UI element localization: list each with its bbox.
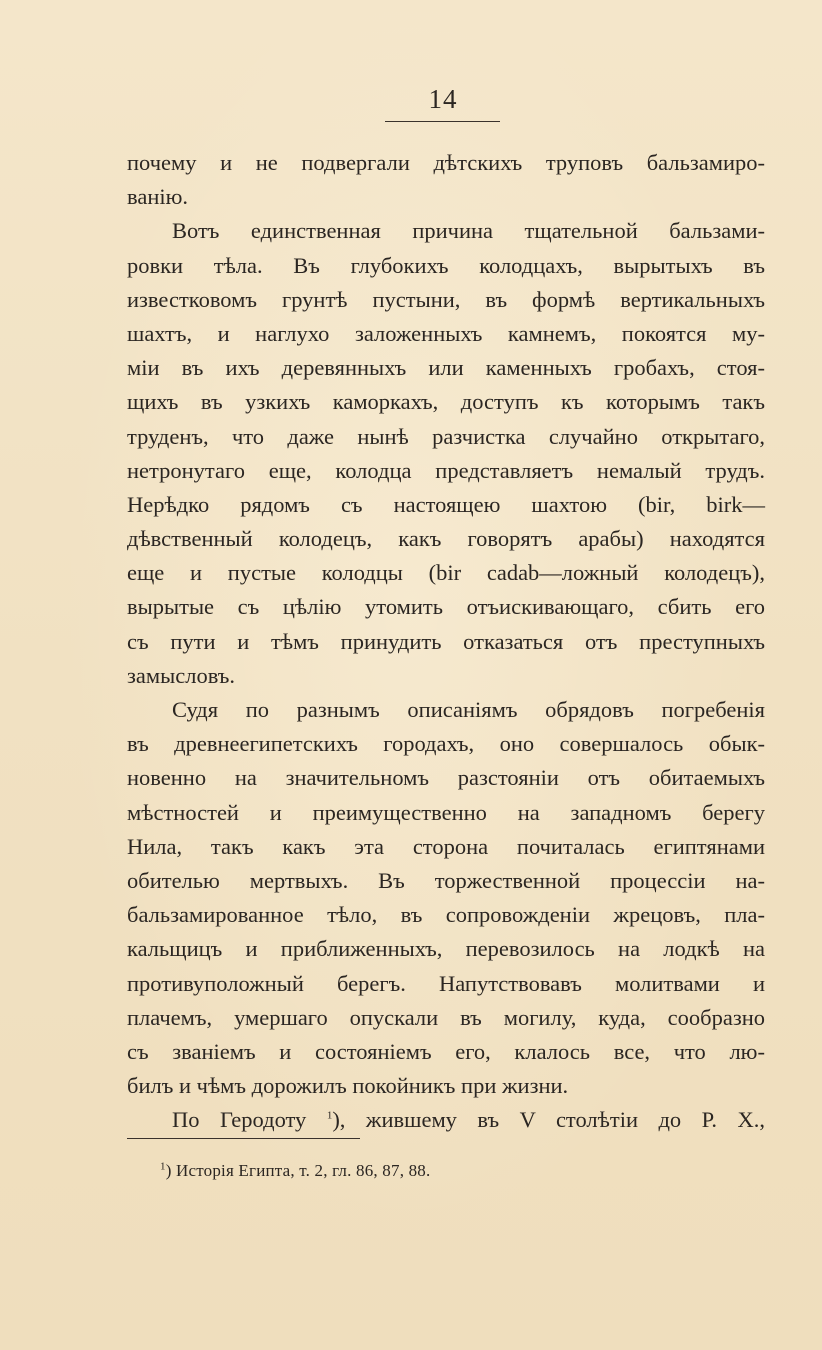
- text-line: кальщицъ и приближенныхъ, перевозилось на лодкѣ на: [127, 936, 765, 962]
- text-line: новенно на значительномъ разстояніи отъ обитаемыхъ: [127, 765, 765, 791]
- text-line: ровки тѣла. Въ глубокихъ колодцахъ, вырытыхъ въ: [127, 252, 765, 278]
- footnote-reference[interactable]: 1: [326, 1109, 333, 1122]
- text-line: ванію.: [127, 184, 189, 210]
- body-text: [127, 146, 765, 1137]
- text-line: билъ и чѣмъ дорожилъ покойникъ при жизни.: [127, 1073, 569, 1099]
- text-line: съ званіемъ и состояніемъ его, клалось все, что лю-: [127, 1038, 765, 1064]
- text-line: обителью мертвыхъ. Въ торжественной процессіи на-: [127, 867, 765, 893]
- footnote: [160, 1161, 430, 1181]
- text-line: бальзамированное тѣло, въ сопровожденіи жрецовъ, пла-: [127, 902, 765, 928]
- text-line: мѣстностей и преимущественно на западномъ берегу: [127, 799, 765, 825]
- text-line: Нерѣдко рядомъ съ настоящею шахтою (bir, birk—: [127, 491, 765, 517]
- text-line: плачемъ, умершаго опускали въ могилу, куда, сообразно: [127, 1004, 765, 1030]
- text-line: вырытые съ цѣлію утомить отъискивающаго, сбить его: [127, 594, 765, 620]
- text-line: почему и не подвергали дѣтскихъ труповъ бальзамиро-: [127, 150, 765, 175]
- text-line: еще и пустые колодцы (bir cadab—ложный колодецъ),: [127, 560, 765, 586]
- text-line: противуположный берегъ. Напутствовавъ молитвами и: [127, 970, 765, 996]
- text-line: съ пути и тѣмъ принудить отказаться отъ преступныхъ: [127, 628, 765, 654]
- page-number: 14: [428, 84, 458, 114]
- text-line: шахтъ, и наглухо заложенныхъ камнемъ, покоятся му-: [127, 320, 765, 346]
- text-line: замысловъ.: [127, 662, 236, 688]
- text-line: известковомъ грунтѣ пустыни, въ формѣ вертикальныхъ: [127, 286, 765, 312]
- text-segment: ), жившему въ V столѣтіи до Р. Х.,: [332, 1107, 765, 1133]
- text-line-with-footnote-ref: [127, 1103, 765, 1137]
- header-rule: [385, 121, 500, 122]
- text-segment: По Геродоту: [172, 1107, 327, 1133]
- footnote-text: ) Исторія Египта, т. 2, гл. 86, 87, 88.: [165, 1161, 431, 1180]
- text-line: Нила, такъ какъ эта сторона почиталась египтянами: [127, 833, 765, 859]
- text-line: Судя по разнымъ описаніямъ обрядовъ погребенія: [172, 697, 765, 722]
- footnote-rule: [127, 1138, 360, 1139]
- text-line: дѣвственный колодецъ, какъ говорятъ арабы) находятся: [127, 526, 765, 552]
- text-line: міи въ ихъ деревянныхъ или каменныхъ гробахъ, стоя-: [127, 355, 765, 381]
- text-line: труденъ, что даже нынѣ разчистка случайно открытаго,: [127, 423, 765, 449]
- text-line: Вотъ единственная причина тщательной бальзами-: [172, 218, 765, 244]
- text-line: щихъ въ узкихъ каморкахъ, доступъ къ которымъ такъ: [127, 389, 765, 415]
- footnote-marker: 1: [160, 1160, 166, 1173]
- text-line: нетронутаго еще, колодца представляетъ немалый трудъ.: [127, 457, 765, 483]
- text-line: въ древнеегипетскихъ городахъ, оно совершалось обык-: [127, 731, 765, 757]
